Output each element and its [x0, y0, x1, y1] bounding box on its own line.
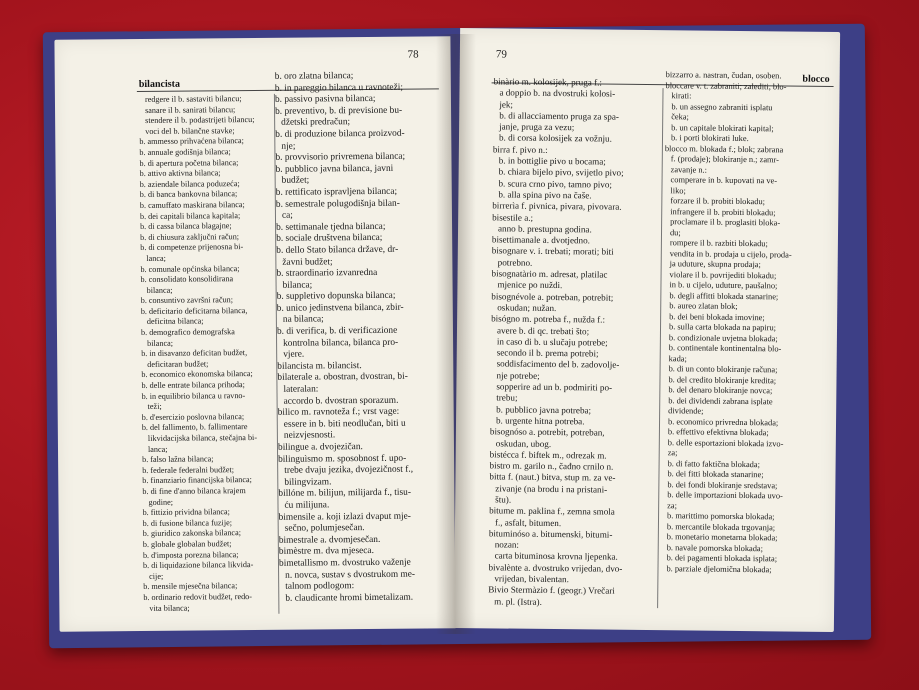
dictionary-line: bisógno m. potreba f., nužda f.:	[491, 313, 606, 325]
dictionary-line: b. fittizio prividna bilanca;	[142, 507, 230, 518]
dictionary-line: b. marittimo pomorska blokada;	[667, 511, 775, 522]
dictionary-line: b. sulla carta blokada na papiru;	[668, 322, 777, 333]
dictionary-line: bisognatàrio m. adresat, platilac	[491, 268, 608, 280]
dictionary-line: bloccare v. t. zabraniti; zalediti, blo-	[665, 80, 787, 91]
dictionary-line: b. dei dividendi zabrana isplate	[668, 395, 773, 406]
dictionary-line: talnom podlogom:	[285, 581, 355, 592]
dictionary-line: b. delle esportazioni blokada izvo-	[667, 437, 784, 448]
dictionary-line: b. federale federalni budžet;	[142, 464, 235, 475]
dictionary-line: bilaterale a. obostran, dvostran, bi-	[277, 372, 408, 384]
dictionary-line: b. navale pomorska blokada;	[666, 542, 764, 553]
dictionary-line: mjenice po nuždi.	[497, 279, 563, 291]
dictionary-line: b. di liquidazione bilanca likvida-	[142, 560, 254, 571]
dictionary-line: b. aziendale bilanca poduzeća;	[139, 178, 240, 189]
dictionary-line: soddisfacimento del b. zadovolje-	[496, 358, 620, 371]
dictionary-line: birra f. pivo n.:	[492, 144, 548, 155]
dictionary-line: deficitaran budžet;	[147, 359, 209, 369]
dictionary-line: b. dei fondi blokiranje sredstava;	[667, 479, 778, 490]
dictionary-line: za;	[667, 500, 677, 510]
dictionary-line: b. deficitario deficitarna bilanca,	[140, 305, 248, 316]
dictionary-line: sanare il b. sanirati bilancu;	[145, 104, 236, 115]
dictionary-line: bituminóso a. bitumenski, bitumi-	[488, 528, 613, 540]
dictionary-line: potrebno.	[497, 257, 533, 268]
dictionary-line: bilanca;	[282, 280, 313, 291]
dictionary-line: b. annuale godišnja bilanca;	[139, 147, 231, 157]
dictionary-line: b. di apertura početna bilanca;	[139, 157, 239, 168]
dictionary-line: b. degli affitti blokada stanarine;	[669, 290, 779, 301]
dictionary-line: bilanca;	[146, 285, 173, 295]
dictionary-line: voci del b. bilančne stavke;	[145, 125, 235, 136]
dictionary-line: trebu;	[496, 392, 518, 403]
dictionary-line: oskudan; nužan.	[497, 302, 557, 313]
dictionary-line: b. di banca bankovna bilanca;	[139, 189, 238, 200]
dictionary-line: zavanje n.:	[670, 164, 708, 175]
dictionary-line: b. finanziario financijska bilanca;	[142, 475, 252, 486]
dictionary-line: b. un capitale blokirati kapital;	[671, 122, 774, 133]
dictionary-line: lanca;	[147, 444, 168, 454]
dictionary-line: b. ammesso prihvaćena bilanca;	[139, 136, 244, 147]
dictionary-line: b. urgente hitna potreba.	[495, 415, 585, 427]
dictionary-line: bivalènte a. dvostruko vrijedan, dvo-	[488, 562, 623, 574]
dictionary-line: b. condizionale uvjetna blokada;	[668, 332, 778, 343]
column-2	[660, 70, 835, 576]
dictionary-line: vrijedan, bivalentan.	[494, 573, 569, 585]
dictionary-line: b. dei capitali bilanca kapitala;	[139, 210, 241, 221]
dictionary-line: b. chiara bijelo pivo, svijetlo pivo;	[498, 166, 624, 179]
dictionary-line: janje, pruga za vezu;	[499, 121, 575, 133]
dictionary-line: accordo b. dvostran sporazum.	[283, 395, 399, 407]
dictionary-line: džetski predračun;	[281, 117, 351, 129]
dictionary-line: comperare in b. kupovati na ve-	[670, 175, 778, 186]
dictionary-line: b. straordinario izvanredna	[276, 268, 378, 279]
dictionary-line: n. novca, sustav s dvostrukom me-	[285, 569, 416, 581]
dictionary-line: deficitna bilanca;	[146, 316, 204, 327]
dictionary-line: lateralan:	[283, 384, 319, 395]
dictionary-line: du;	[669, 227, 681, 237]
dictionary-line: b. delle entrate bilanca prihoda;	[141, 380, 245, 391]
dictionary-line: bilingue a. dvojezičan.	[277, 442, 363, 453]
dictionary-line: proclamare il b. proglasiti bloka-	[670, 217, 781, 228]
dictionary-line: štu).	[495, 494, 512, 505]
dictionary-line: bizzarro a. nastran, čudan, osoben.	[665, 70, 782, 81]
dictionary-line: b. d'imposta porezna bilanca;	[142, 549, 239, 560]
dictionary-line: liko;	[670, 185, 686, 195]
dictionary-line: b. demografico demografska	[140, 327, 235, 338]
dictionary-line: godine;	[148, 497, 174, 507]
dictionary-line: lanca;	[146, 253, 166, 263]
dictionary-line: b. rettificato ispravljena bilanca;	[275, 186, 398, 198]
dictionary-line: redgere il b. sastaviti bilancu;	[144, 94, 242, 104]
right-page	[454, 28, 840, 632]
dictionary-line: b. suppletivo dopunska bilanca;	[276, 291, 396, 303]
dictionary-line: carta bituminosa krovna ljepenka.	[494, 550, 618, 563]
dictionary-line: sopperire ad un b. podmiriti po-	[496, 381, 613, 393]
dictionary-line: f., asfalt, bitumen.	[494, 516, 562, 528]
dictionary-line: binàrio m. kolosijek, pruga f.:	[493, 76, 603, 88]
dictionary-line: bitta f. (naut.) bitva, stup m. za ve-	[489, 471, 616, 484]
dictionary-line: b. unico jedinstvena bilanca, zbir-	[276, 302, 404, 314]
dictionary-line: b. giuridico zakonska bilanca;	[142, 528, 241, 539]
dictionary-line: bitume m. paklina f., zemna smola	[489, 505, 615, 517]
dictionary-line: b. d'esercizio poslovna bilanca;	[141, 411, 245, 422]
dictionary-line: b. continentale kontinentalna blo-	[668, 343, 782, 354]
dictionary-line: neizvjesnosti.	[283, 430, 336, 442]
dictionary-line: bilingvizam.	[284, 477, 332, 488]
dictionary-line: b. di fatto faktična blokada;	[667, 458, 760, 469]
dictionary-line: b. di verifica, b. di verificazione	[276, 325, 398, 337]
dictionary-line: jek;	[499, 99, 514, 110]
dictionary-line: b. falso lažna bilanca;	[142, 454, 214, 465]
dictionary-line: bistro m. garilo n., čađno crnilo n.	[489, 460, 614, 472]
dictionary-line: b. parziale djelomična blokada;	[666, 563, 772, 574]
dictionary-line: bilinguìsmo m. sposobnost f. upo-	[278, 453, 407, 465]
dictionary-line: kirati:	[671, 91, 692, 101]
dictionary-line: b. di competenze prijenosna bi-	[140, 242, 244, 253]
dictionary-line: kontrolna bilanca, bilanca pro-	[283, 337, 399, 349]
dictionary-line: b. aureo zlatan blok;	[669, 301, 738, 311]
dictionary-line: žavni budžet;	[282, 256, 333, 268]
dictionary-line: cije;	[149, 571, 164, 581]
dictionary-line: bimestrale a. dvomjesečan.	[278, 534, 381, 546]
dictionary-line: b. scura crno pivo, tamno pivo;	[498, 178, 612, 190]
dictionary-line: b. dei pagamenti blokada isplata;	[666, 553, 778, 564]
dictionary-line: bisognóso a. potrebit, potreban,	[489, 426, 605, 438]
dictionary-line: b. in bottiglie pivo u bocama;	[498, 155, 606, 167]
dictionary-line: b. settimanale tjedna bilanca;	[276, 221, 386, 233]
dictionary-line: a doppio b. na dvostruki kolosi-	[499, 87, 616, 99]
dictionary-line: teži;	[147, 402, 162, 412]
dictionary-line: bimensile a. koji izlazi dvaput mje-	[278, 511, 411, 523]
page-number: 79	[495, 48, 507, 61]
dictionary-line: bisognare v. i. trebati; morati; biti	[491, 245, 614, 258]
dictionary-line: m. pl. (Istra).	[494, 596, 542, 607]
dictionary-line: secondo il b. prema potrebi;	[496, 347, 599, 359]
dictionary-line: bilico m. ravnoteža f.; vrst vage:	[277, 406, 400, 419]
dictionary-line: dividende;	[668, 406, 704, 416]
dictionary-line: b. economico privredna blokada;	[667, 416, 779, 427]
dictionary-line: vita bilanca;	[149, 603, 190, 613]
dictionary-line: b. delle importazioni blokada uvo-	[667, 490, 783, 501]
dictionary-line: b. camuffato maskirana bilanca;	[139, 200, 245, 210]
dictionary-line: b. dello Stato bilanca države, dr-	[276, 244, 399, 256]
page-number: 78	[407, 48, 419, 61]
dictionary-line: b. provvisorio privremena bilanca;	[275, 151, 406, 163]
dictionary-line: bistécca f. biftek m., odrezak m.	[489, 449, 607, 461]
dictionary-line: bisettimanale a. dvotjedno.	[491, 234, 590, 246]
dictionary-line: b. in equilibrio bilanca u ravno-	[141, 390, 246, 401]
dictionary-line: b. globale globalan budžet;	[142, 539, 232, 549]
dictionary-line: nje potrebe;	[496, 370, 540, 381]
dictionary-line: bisognévole a. potreban, potrebit;	[491, 291, 614, 303]
dictionary-line: billóne m. bilijun, milijarda f., tisu-	[278, 488, 411, 500]
dictionary-line: b. economico ekonomska bilanca;	[141, 369, 253, 380]
dictionary-line: violare il b. povrijediti blokadu;	[669, 269, 777, 280]
dictionary-line: b. effettivo efektivna blokada;	[667, 427, 769, 438]
dictionary-line: b. i porti blokirati luke.	[670, 133, 749, 144]
dictionary-line: b. passivo pasivna bilanca;	[274, 94, 376, 106]
dictionary-line: b. consolidato konsolidirana	[140, 274, 234, 285]
dictionary-line: forzare il b. probiti blokadu;	[670, 196, 766, 207]
dictionary-line: b. di un conto blokiranje računa;	[668, 364, 778, 375]
dictionary-line: b. del fallimento, b. fallimentare	[141, 422, 248, 433]
dictionary-line: b. dei beni blokada imovine;	[669, 311, 765, 322]
dictionary-line: za;	[667, 448, 678, 458]
dictionary-line: avere b. di qc. trebati što;	[496, 324, 590, 336]
dictionary-line: trebe dvaju jezika, dvojezičnost f.,	[284, 464, 414, 476]
dictionary-line: b. di produzione bilanca proizvod-	[275, 128, 405, 140]
dictionary-line: budžet;	[281, 175, 310, 187]
dictionary-line: nozan:	[494, 539, 520, 550]
dictionary-line: b. dei fitti blokada stanarine;	[667, 469, 764, 480]
dictionary-line: sečno, polumjesečan.	[284, 523, 365, 534]
dictionary-line: bisestile a.;	[492, 211, 534, 223]
dictionary-line: kada;	[668, 353, 687, 363]
dictionary-line: nje;	[281, 141, 296, 152]
dictionary-line: birrerìa f. pivnica, pivara, pivovara.	[492, 200, 622, 212]
dictionary-line: essere in b. biti neodlučan, biti u	[283, 418, 406, 430]
dictionary-line: b. monetario monetarna blokada;	[666, 532, 778, 543]
dictionary-line: čeka;	[671, 112, 689, 122]
dictionary-line: f. (prodaje); blokiranje n.; zamr-	[670, 154, 780, 165]
dictionary-line: ću milijuna.	[284, 500, 330, 511]
column-2	[275, 70, 454, 605]
running-head: blocco	[802, 73, 830, 85]
dictionary-line: ca;	[281, 210, 293, 221]
dictionary-line: b. di fine d'anno bilanca krajem	[142, 486, 246, 496]
dictionary-line: b. di corsa kolosijek za vožnju.	[498, 132, 612, 145]
dictionary-line: b. preventivo, b. di previsione bu-	[275, 105, 403, 117]
dictionary-line: b. oro zlatna bilanca;	[274, 71, 354, 82]
dictionary-line: blocco m. blokada f.; blok; zabrana	[664, 143, 784, 154]
dictionary-line: oskudan, ubog.	[495, 437, 552, 449]
dictionary-line: vjere.	[283, 349, 305, 361]
dictionary-line: b. di cassa bilanca blagajne;	[140, 221, 232, 232]
dictionary-line: b. consuntivo završni račun;	[140, 295, 234, 306]
book-gutter	[436, 34, 476, 634]
dictionary-line: b. del denaro blokiranje novca;	[668, 385, 773, 396]
dictionary-line: infrangere il b. probiti blokadu;	[670, 206, 776, 217]
dictionary-line: stendere il b. podastrijeti bilancu;	[145, 115, 255, 126]
dictionary-line: ja uduture, skupna prodaja;	[669, 259, 761, 270]
dictionary-line: in b. u cijelo, uduture, paušalno;	[669, 280, 778, 291]
dictionary-line: likvidacijska bilanca, stečajna bi-	[147, 432, 258, 443]
dictionary-line: na bilanca;	[282, 314, 324, 326]
dictionary-line: b. di allacciamento pruga za spa-	[499, 110, 619, 122]
dictionary-line: bimetallìsmo m. dvostruko važenje	[278, 557, 411, 569]
dictionary-line: b. semestrale polugodišnja bilan-	[275, 198, 400, 210]
dictionary-line: b. un assegno zabraniti isplatu	[671, 101, 773, 112]
dictionary-line: b. del credito blokiranje kredita;	[668, 374, 777, 385]
dictionary-line: Bivio Stermàzio f. (geogr.) Vrečari	[488, 584, 615, 597]
dictionary-line: bilanca;	[147, 338, 174, 348]
dictionary-line: b. in pareggio bilanca u ravnoteži;	[274, 82, 403, 94]
dictionary-line: b. pubblico javna potreba;	[496, 404, 592, 416]
running-head: bilancista	[138, 78, 180, 91]
dictionary-line: b. pubblico javna bilanca, javni	[275, 163, 394, 175]
dictionary-line: b. in disavanzo deficitan budžet,	[141, 348, 248, 359]
dictionary-line: vendita in b. prodaja u cijelo, proda-	[669, 248, 792, 260]
dictionary-line: bilancista m. bilancist.	[277, 360, 362, 372]
dictionary-line: b. attivo aktivna bilanca;	[139, 168, 221, 179]
dictionary-line: b. mercantile blokada trgovanja;	[666, 521, 776, 532]
dictionary-line: b. claudicante hromi bimetalizam.	[285, 592, 414, 604]
dictionary-line: b. comunale općinska bilanca;	[140, 263, 240, 274]
dictionary-line: zivanje (na brodu i na pristani-	[495, 483, 608, 495]
dictionary-line: b. ordinario redovit budžet, redo-	[143, 591, 253, 602]
dictionary-line: b. alla spina pivo na čaše.	[498, 189, 592, 201]
dictionary-line: bimèstre m. dva mjeseca.	[278, 546, 374, 558]
dictionary-line: b. sociale društvena bilanca;	[276, 233, 383, 245]
dictionary-line: b. mensile mjesečna bilanca;	[143, 581, 238, 592]
left-page	[54, 36, 455, 631]
dictionary-line: b. di chiusura zaključni račun;	[140, 231, 240, 242]
column-1	[488, 76, 664, 609]
dictionary-line: anno b. prestupna godina.	[498, 223, 592, 235]
dictionary-line: in caso di b. u slučaju potrebe;	[496, 336, 608, 348]
dictionary-line: b. di fusione bilanca fuzije;	[142, 517, 233, 528]
dictionary-line: rompere il b. razbiti blokadu;	[669, 238, 768, 249]
